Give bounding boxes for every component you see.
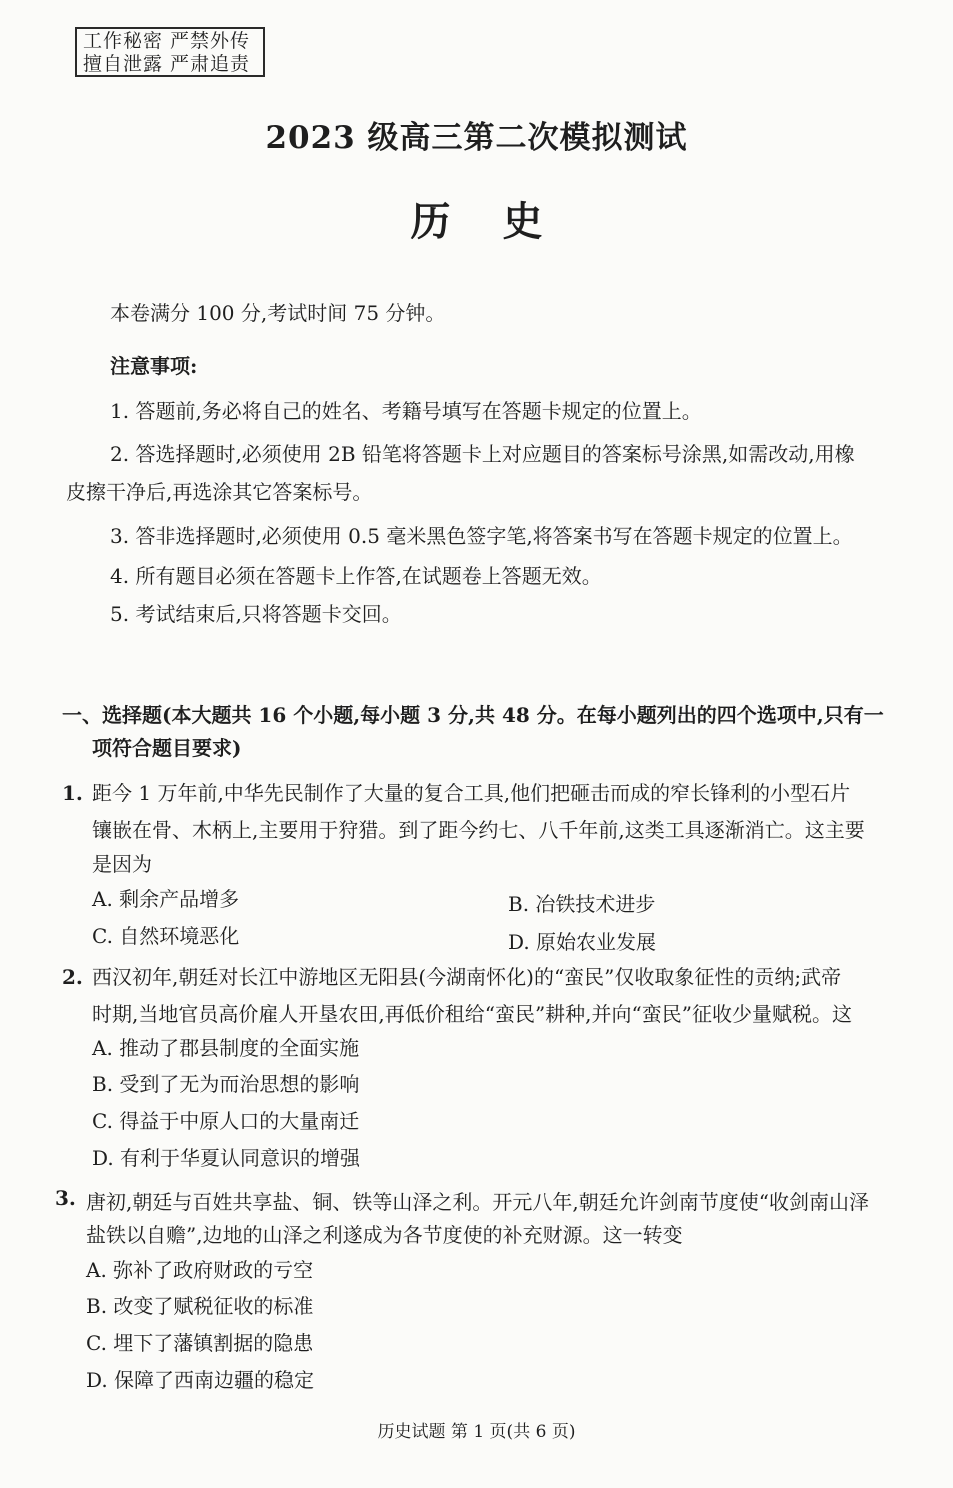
option-c: C. 自然环境恶化: [92, 924, 240, 948]
question-stem: 唐初,朝廷与百姓共享盐、铜、铁等山泽之利。开元八年,朝廷允许剑南节度使“收剑南山泽: [86, 1190, 869, 1214]
option-b: B. 受到了无为而治思想的影响: [92, 1072, 360, 1096]
option-a: A. 弥补了政府财政的亏空: [86, 1258, 314, 1282]
section-heading-continued: 项符合题目要求): [92, 736, 242, 760]
question-number: 3.: [55, 1186, 76, 1210]
subject-title: 历史: [410, 198, 595, 245]
page-footer: 历史试题 第 1 页(共 6 页): [377, 1422, 576, 1442]
option-b: B. 冶铁技术进步: [508, 892, 656, 916]
notice-title: 注意事项:: [110, 354, 198, 378]
option-a: A. 剩余产品增多: [92, 887, 240, 911]
seal-line-1: 工作秘密 严禁外传: [83, 30, 251, 52]
option-d: D. 有利于华夏认同意识的增强: [92, 1146, 361, 1170]
question-stem: 是因为: [92, 852, 152, 876]
exam-intro: 本卷满分 100 分,考试时间 75 分钟。: [110, 301, 446, 325]
notice-item: 5. 考试结束后,只将答题卡交回。: [110, 602, 402, 626]
notice-item-continued: 皮擦干净后,再选涂其它答案标号。: [66, 480, 373, 504]
notice-item: 3. 答非选择题时,必须使用 0.5 毫米黑色签字笔,将答案书写在答题卡规定的位置上。: [110, 524, 853, 548]
option-c: C. 埋下了藩镇割据的隐患: [86, 1331, 314, 1355]
question-stem: 镶嵌在骨、木柄上,主要用于狩猎。到了距今约七、八千年前,这类工具逐渐消亡。这主要: [92, 818, 865, 842]
question-number: 2.: [62, 965, 83, 989]
question-stem: 盐铁以自赡”,边地的山泽之利遂成为各节度使的补充财源。这一转变: [86, 1223, 683, 1247]
option-d: D. 保障了西南边疆的稳定: [86, 1368, 315, 1392]
question-stem: 距今 1 万年前,中华先民制作了大量的复合工具,他们把砸击而成的窄长锋利的小型石片: [92, 781, 851, 805]
confidential-seal: [75, 27, 265, 77]
question-stem: 时期,当地官员高价雇人开垦农田,再低价租给“蛮民”耕种,并向“蛮民”征收少量赋税。这: [92, 1002, 852, 1026]
notice-item: 1. 答题前,务必将自己的姓名、考籍号填写在答题卡规定的位置上。: [110, 399, 702, 423]
option-b: B. 改变了赋税征收的标准: [86, 1294, 314, 1318]
option-c: C. 得益于中原人口的大量南迁: [92, 1109, 360, 1133]
question-stem: 西汉初年,朝廷对长江中游地区无阳县(今湖南怀化)的“蛮民”仅收取象征性的贡纳;武帝: [92, 965, 842, 989]
notice-item: 4. 所有题目必须在答题卡上作答,在试题卷上答题无效。: [110, 564, 602, 588]
seal-line-2: 擅自泄露 严肃追责: [83, 53, 251, 75]
question-number: 1.: [62, 781, 83, 805]
exam-title: 2023 级高三第二次模拟测试: [265, 120, 688, 156]
section-heading: 一、选择题(本大题共 16 个小题,每小题 3 分,共 48 分。在每小题列出的四个选项中,只有一: [62, 703, 884, 727]
option-d: D. 原始农业发展: [508, 930, 657, 954]
notice-item: 2. 答选择题时,必须使用 2B 铅笔将答题卡上对应题目的答案标号涂黑,如需改动,用橡: [110, 442, 855, 466]
option-a: A. 推动了郡县制度的全面实施: [92, 1036, 360, 1060]
